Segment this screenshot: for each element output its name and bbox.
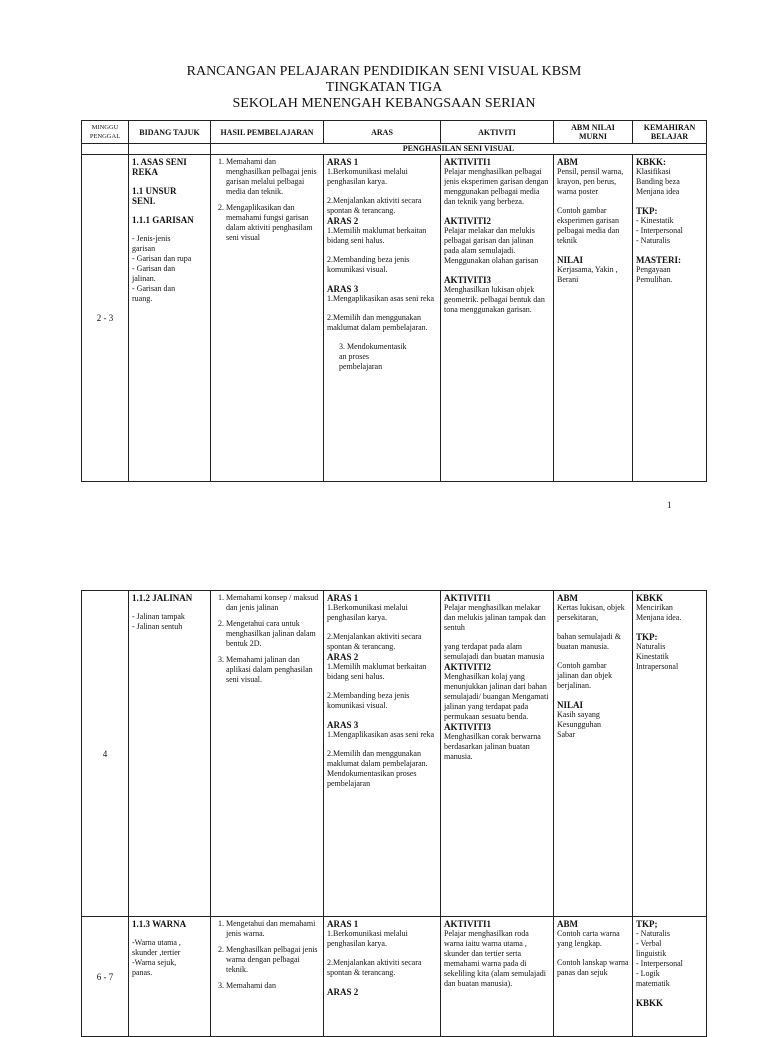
aras-text: 2.Membanding beza jenis komunikasi visual. xyxy=(327,691,410,710)
tkp-text: - Naturalis - Verbal linguistik - Interpersonal - Logik matematik xyxy=(636,929,683,988)
bidang-cell xyxy=(129,917,211,1037)
hasil-cell xyxy=(211,917,324,1037)
table-row xyxy=(82,591,707,917)
header-minggu: MINGGU PENGGAL xyxy=(82,121,129,144)
tkp-heading: TKP: xyxy=(636,632,658,642)
aras-text: 3. Mendokumentasik an proses pembelajaran xyxy=(339,342,407,371)
aktiviti-text: Menghasilkan kolaj yang menunjukkan jalinan dari bahan semulajadi/ buangan Mengamati jalinan yang terdapat pada permukaan sesuatu benda. xyxy=(444,672,549,721)
nilai-text: Kerjasama, Yakin , Berani xyxy=(557,265,618,284)
hasil-cell xyxy=(211,591,324,917)
hasil-cell xyxy=(211,155,324,482)
aktiviti-text: Pelajar melakar dan melukis pelbagai garisan dan jalinan pada alam semulajadi. Menggunakan olahan garisan xyxy=(444,226,539,265)
abm-text: Contoh lanskap warna panas dan sejuk xyxy=(557,958,629,977)
list-item: 1. Memahami konsep / maksud dan jenis jalinan xyxy=(226,593,320,613)
abm-text: Contoh gambar eksperimen garisan pelbagai media dan teknik xyxy=(557,206,620,245)
abm-text: Contoh carta warna yang lengkap. xyxy=(557,929,620,948)
aktiviti-text: Pelajar menghasilkan roda warna iaitu warna utama , skunder dan tertier serta memahami warna pada di sekeliling kita (alam semulajadi dan buatan manusia). xyxy=(444,929,546,988)
topic-items: -Warna utama , skunder ,tertier -Warna sejuk, panas. xyxy=(132,938,181,977)
aras-heading: ARAS 1 xyxy=(327,157,359,167)
abm-text: bahan semulajadi & buatan manusia. xyxy=(557,632,621,651)
aras-heading: ARAS 3 xyxy=(327,284,359,294)
abm-heading: ABM xyxy=(557,593,578,603)
kbkk-heading: KBKK xyxy=(636,998,664,1008)
aktiviti-text: Menghasilkan lukisan objek geometrik. pelbagai bentuk dan tona menggunakan garisan. xyxy=(444,285,545,314)
topic-items: - Jenis-jenis garisan - Garisan dan rupa - Garisan dan jalinan. - Garisan dan ruang. xyxy=(132,234,192,303)
aras-heading: ARAS 3 xyxy=(327,720,359,730)
list-item: 2. Menghasilkan pelbagai jenis warna dengan pelbagai teknik. xyxy=(226,945,320,975)
kemahiran-cell xyxy=(633,591,707,917)
masteri-text: Pengayaan Pemulihan. xyxy=(636,265,673,284)
section-subheader: PENGHASILAN SENI VISUAL xyxy=(211,144,707,155)
list-item: 1. Memahami dan menghasilkan pelbagai jenis garisan melalui pelbagai media dan teknik. xyxy=(226,157,320,197)
aras-heading: ARAS 1 xyxy=(327,919,359,929)
aras-text: 1.Berkomunikasi melalui penghasilan karya. xyxy=(327,167,408,186)
page-number: 1 xyxy=(667,500,672,510)
aras-cell xyxy=(324,591,441,917)
aras-text: 2.Memilih dan menggunakan maklumat dalam pembelajaran. xyxy=(327,313,428,332)
aras-text: 1.Mengaplikasikan asas seni reka xyxy=(327,730,435,739)
header-aras: ARAS xyxy=(324,121,441,144)
aktiviti-heading: AKTIVITI3 xyxy=(444,722,492,732)
kemahiran-cell xyxy=(633,155,707,482)
abm-cell xyxy=(554,591,633,917)
week-cell: 2 - 3 xyxy=(82,155,129,482)
aras-heading: ARAS 2 xyxy=(327,216,359,226)
bidang-cell xyxy=(129,591,211,917)
kemahiran-cell xyxy=(633,917,707,1037)
aktiviti-heading: AKTIVITI1 xyxy=(444,919,492,929)
table-row xyxy=(82,155,707,482)
kbkk-heading: KBKK: xyxy=(636,157,667,167)
masteri-heading: MASTERI: xyxy=(636,255,682,265)
tkp-text: - Kinestatik - Interpersonal - Naturalis xyxy=(636,216,683,245)
aktiviti-cell xyxy=(441,917,554,1037)
aktiviti-cell xyxy=(441,591,554,917)
aktiviti-heading: AKTIVITI3 xyxy=(444,275,492,285)
topic-items: - Jalinan tampak - Jalinan sentuh xyxy=(132,612,185,631)
week-cell: 4 xyxy=(82,591,129,917)
kbkk-text: Klasifikasi Banding beza Menjana idea xyxy=(636,167,680,196)
aras-cell xyxy=(324,155,441,482)
aktiviti-heading: AKTIVITI1 xyxy=(444,157,492,167)
tkp-heading: TKP; xyxy=(636,919,658,929)
aras-text: 1.Memilih maklumat berkaitan bidang seni halus. xyxy=(327,226,427,245)
aras-text: 2.Membanding beza jenis komunikasi visual. xyxy=(327,255,410,274)
aras-heading: ARAS 1 xyxy=(327,593,359,603)
abm-cell xyxy=(554,155,633,482)
aktiviti-heading: AKTIVITI2 xyxy=(444,216,492,226)
bidang-cell xyxy=(129,155,211,482)
nilai-text: Kasih sayang Kesungguhan Sabar xyxy=(557,710,601,739)
header-bidang: BIDANG TAJUK xyxy=(129,121,211,144)
subtopic-heading: 1.1 UNSUR SENI. xyxy=(132,186,177,206)
list-item: 2. Mengaplikasikan dan memahami fungsi garisan dalam aktiviti penghasilam seni visual xyxy=(226,203,320,243)
tkp-text: Naturalis Kinestatik Intrapersonal xyxy=(636,642,679,671)
aras-heading: ARAS 2 xyxy=(327,652,359,662)
aktiviti-heading: AKTIVITI1 xyxy=(444,593,492,603)
aras-text: 1.Berkomunikasi melalui penghasilan karya. xyxy=(327,929,408,948)
aras-text: 2.Menjalankan aktiviti secara spontan & terancang. xyxy=(327,196,422,215)
list-item: 3. Memahami jalinan dan aplikasi dalam penghasilan seni visual. xyxy=(226,655,320,685)
kbkk-heading: KBKK xyxy=(636,593,664,603)
list-item: 3. Memahami dan xyxy=(226,981,320,991)
aras-heading: ARAS 2 xyxy=(327,987,359,997)
aktiviti-text: Menghasilkan corak berwarna berdasarkan jalinan buatan manusia. xyxy=(444,732,541,761)
aras-text: 2.Menjalankan aktiviti secara spontan & terancang. xyxy=(327,958,422,977)
header-aktiviti: AKTIVITI xyxy=(441,121,554,144)
nilai-heading: NILAI xyxy=(557,255,584,265)
abm-text: Kertas lukisan, objek persekitaran, xyxy=(557,603,625,622)
topic-heading: 1.1.2 JALINAN xyxy=(132,593,193,603)
aras-text: 2.Menjalankan aktiviti secara spontan & terancang. xyxy=(327,632,422,651)
abm-heading: ABM xyxy=(557,919,578,929)
header-hasil: HASIL PEMBELAJARAN xyxy=(211,121,324,144)
aktiviti-text: yang terdapat pada alam semulajadi dan buatan manusia xyxy=(444,642,545,661)
subsubtopic-heading: 1.1.1 GARISAN xyxy=(132,215,194,225)
doc-title-line2: TINGKATAN TIGA xyxy=(325,80,443,95)
list-item: 2. Mengetahui cara untuk menghasilkan jalinan dalam bentuk 2D. xyxy=(226,619,320,649)
table-row xyxy=(82,917,707,1037)
doc-title-line1: RANCANGAN PELAJARAN PENDIDIKAN SENI VISUAL KBSM xyxy=(186,64,582,79)
kbkk-text: Mencirikan Menjana idea. xyxy=(636,603,682,622)
aras-text: 1.Mengaplikasikan asas seni reka xyxy=(327,294,435,303)
doc-title-line3: SEKOLAH MENENGAH KEBANGSAAN SERIAN xyxy=(232,96,536,111)
topic-heading: 1.1.3 WARNA xyxy=(132,919,187,929)
aktiviti-heading: AKTIVITI2 xyxy=(444,662,492,672)
lesson-plan-table-2 xyxy=(81,590,707,1037)
tkp-heading: TKP: xyxy=(636,206,658,216)
abm-text: Contoh gambar jalinan dan objek berjalinan. xyxy=(557,661,613,690)
week-cell: 6 - 7 xyxy=(82,917,129,1037)
list-item: 1. Mengetahui dan memahami jenis warna. xyxy=(226,919,320,939)
abm-cell xyxy=(554,917,633,1037)
header-abm: ABM NILAI MURNI xyxy=(554,121,633,144)
aras-text: 1.Berkomunikasi melalui penghasilan karya. xyxy=(327,603,408,622)
aktiviti-text: Pelajar menghasilkan pelbagai jenis eksperimen garisan dengan menggunakan pelbagai media dan teknik yang berbeza. xyxy=(444,167,549,206)
abm-heading: ABM xyxy=(557,157,578,167)
aras-cell xyxy=(324,917,441,1037)
nilai-heading: NILAI xyxy=(557,700,584,710)
topic-heading: 1. ASAS SENI REKA xyxy=(132,157,187,177)
aras-text: 1.Memilih maklumat berkaitan bidang seni halus. xyxy=(327,662,427,681)
abm-text: Pensil, pensil warna, krayon, pen berus, warna poster xyxy=(557,167,624,196)
aras-text: 2.Memilih dan menggunakan maklumat dalam pembelajaran. Mendokumentasikan proses pembelajaran xyxy=(327,749,428,788)
aktiviti-text: Pelajar menghasilkan melakar dan melukis jalinan tampak dan sentuh xyxy=(444,603,546,632)
lesson-plan-table-1 xyxy=(81,120,707,482)
aktiviti-cell xyxy=(441,155,554,482)
header-kemahiran: KEMAHIRAN BELAJAR xyxy=(633,121,707,144)
